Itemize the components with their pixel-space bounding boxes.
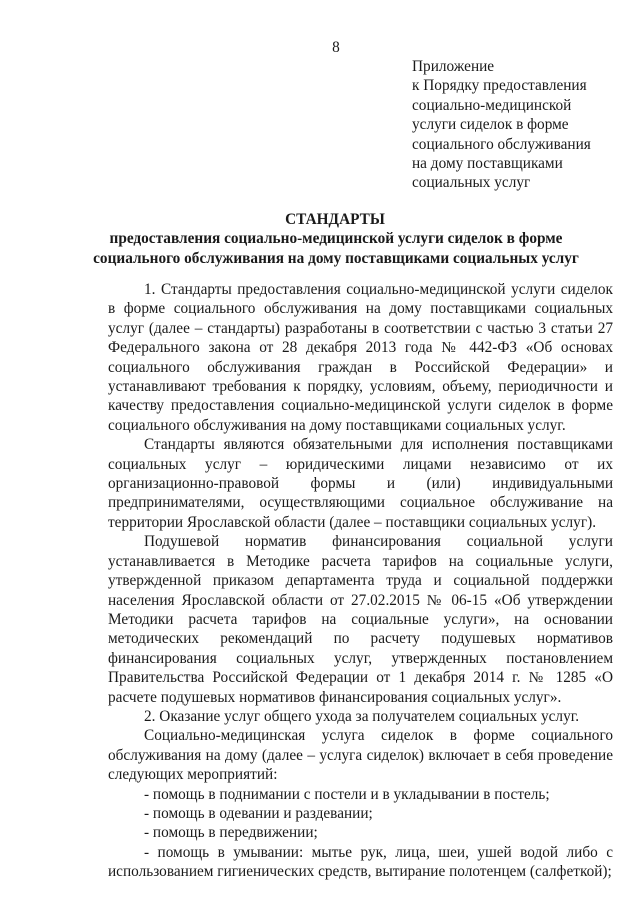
title-subtitle-line: предоставления социально-медицинской услуги сиделок в форме: [109, 230, 563, 248]
paragraph: Подушевой норматив финансирования социальной услуги устанавливается в Методике расчета тарифов на социальные услуги, утвержденной приказом департамента труда и социальной поддержки населения Ярославской области от 27.02.2015 № 06-15 «Об утверждении Методики расчета тарифов на социальные услуги», на основании методических рекомендаций по расчету подушевых нормативов финансирования социальных услуг, утвержденных постановлением Правительства Российской Федерации от 1 декабря 2014 г. № 1285 «О расчете подушевых нормативов финансирования социальных услуг».: [108, 533, 613, 706]
title-main: СТАНДАРТЫ: [285, 211, 385, 228]
paragraph: 2. Оказание услуг общего ухода за получателем социальных услуг.: [144, 707, 580, 725]
list-item: - помощь в умывании: мытье рук, лица, шеи, ушей водой либо с использованием гигиенических средств, вытирание полотенцем (салфеткой);: [108, 843, 613, 881]
appendix-note: [412, 57, 632, 193]
page-number: 8: [332, 39, 340, 56]
appendix-line: к Порядку предоставления: [412, 77, 587, 95]
appendix-line: услуги сиделок в форме: [412, 116, 569, 134]
appendix-line: на дому поставщиками: [412, 155, 563, 173]
document-body: [108, 280, 613, 882]
appendix-line: социально-медицинской: [412, 96, 572, 114]
title-subtitle-line: социального обслуживания на дому поставщиками социальных услуг: [93, 249, 579, 267]
paragraph: Стандарты являются обязательными для исполнения поставщиками социальных услуг – юридическими лицами независимо от их организационно-правовой формы и (или) индивидуальными предпринимателями, осуществляющими социальное обслуживание на территории Ярославской области (далее – поставщики социальных услуг).: [108, 436, 613, 531]
list-item: - помощь в поднимании с постели и в укладывании в постель;: [144, 785, 550, 803]
appendix-line: социальных услуг: [412, 174, 531, 192]
list-item: - помощь в одевании и раздевании;: [144, 804, 373, 822]
appendix-line: Приложение: [412, 58, 495, 75]
document-title: [0, 210, 640, 268]
paragraph: 1. Стандарты предоставления социально-медицинской услуги сиделок в форме социального обслуживания на дому поставщиками социальных услуг (далее – стандарты) разработаны в соответствии с частью 3 статьи 27 Федерального закона от 28 декабря 2013 года № 442-ФЗ «Об основах социального обслуживания граждан в Российской Федерации» и устанавливают требования к порядку, условиям, объему, периодичности и качеству предоставления социально-медицинской услуги сиделок в форме социального обслуживания на дому поставщиками социальных услуг.: [108, 281, 613, 434]
appendix-line: социального обслуживания: [412, 135, 591, 153]
paragraph: Социально-медицинская услуга сиделок в форме социального обслуживания на дому (далее – услуга сиделок) включает в себя проведение следующих мероприятий:: [108, 727, 613, 784]
list-item: - помощь в передвижении;: [144, 824, 318, 842]
